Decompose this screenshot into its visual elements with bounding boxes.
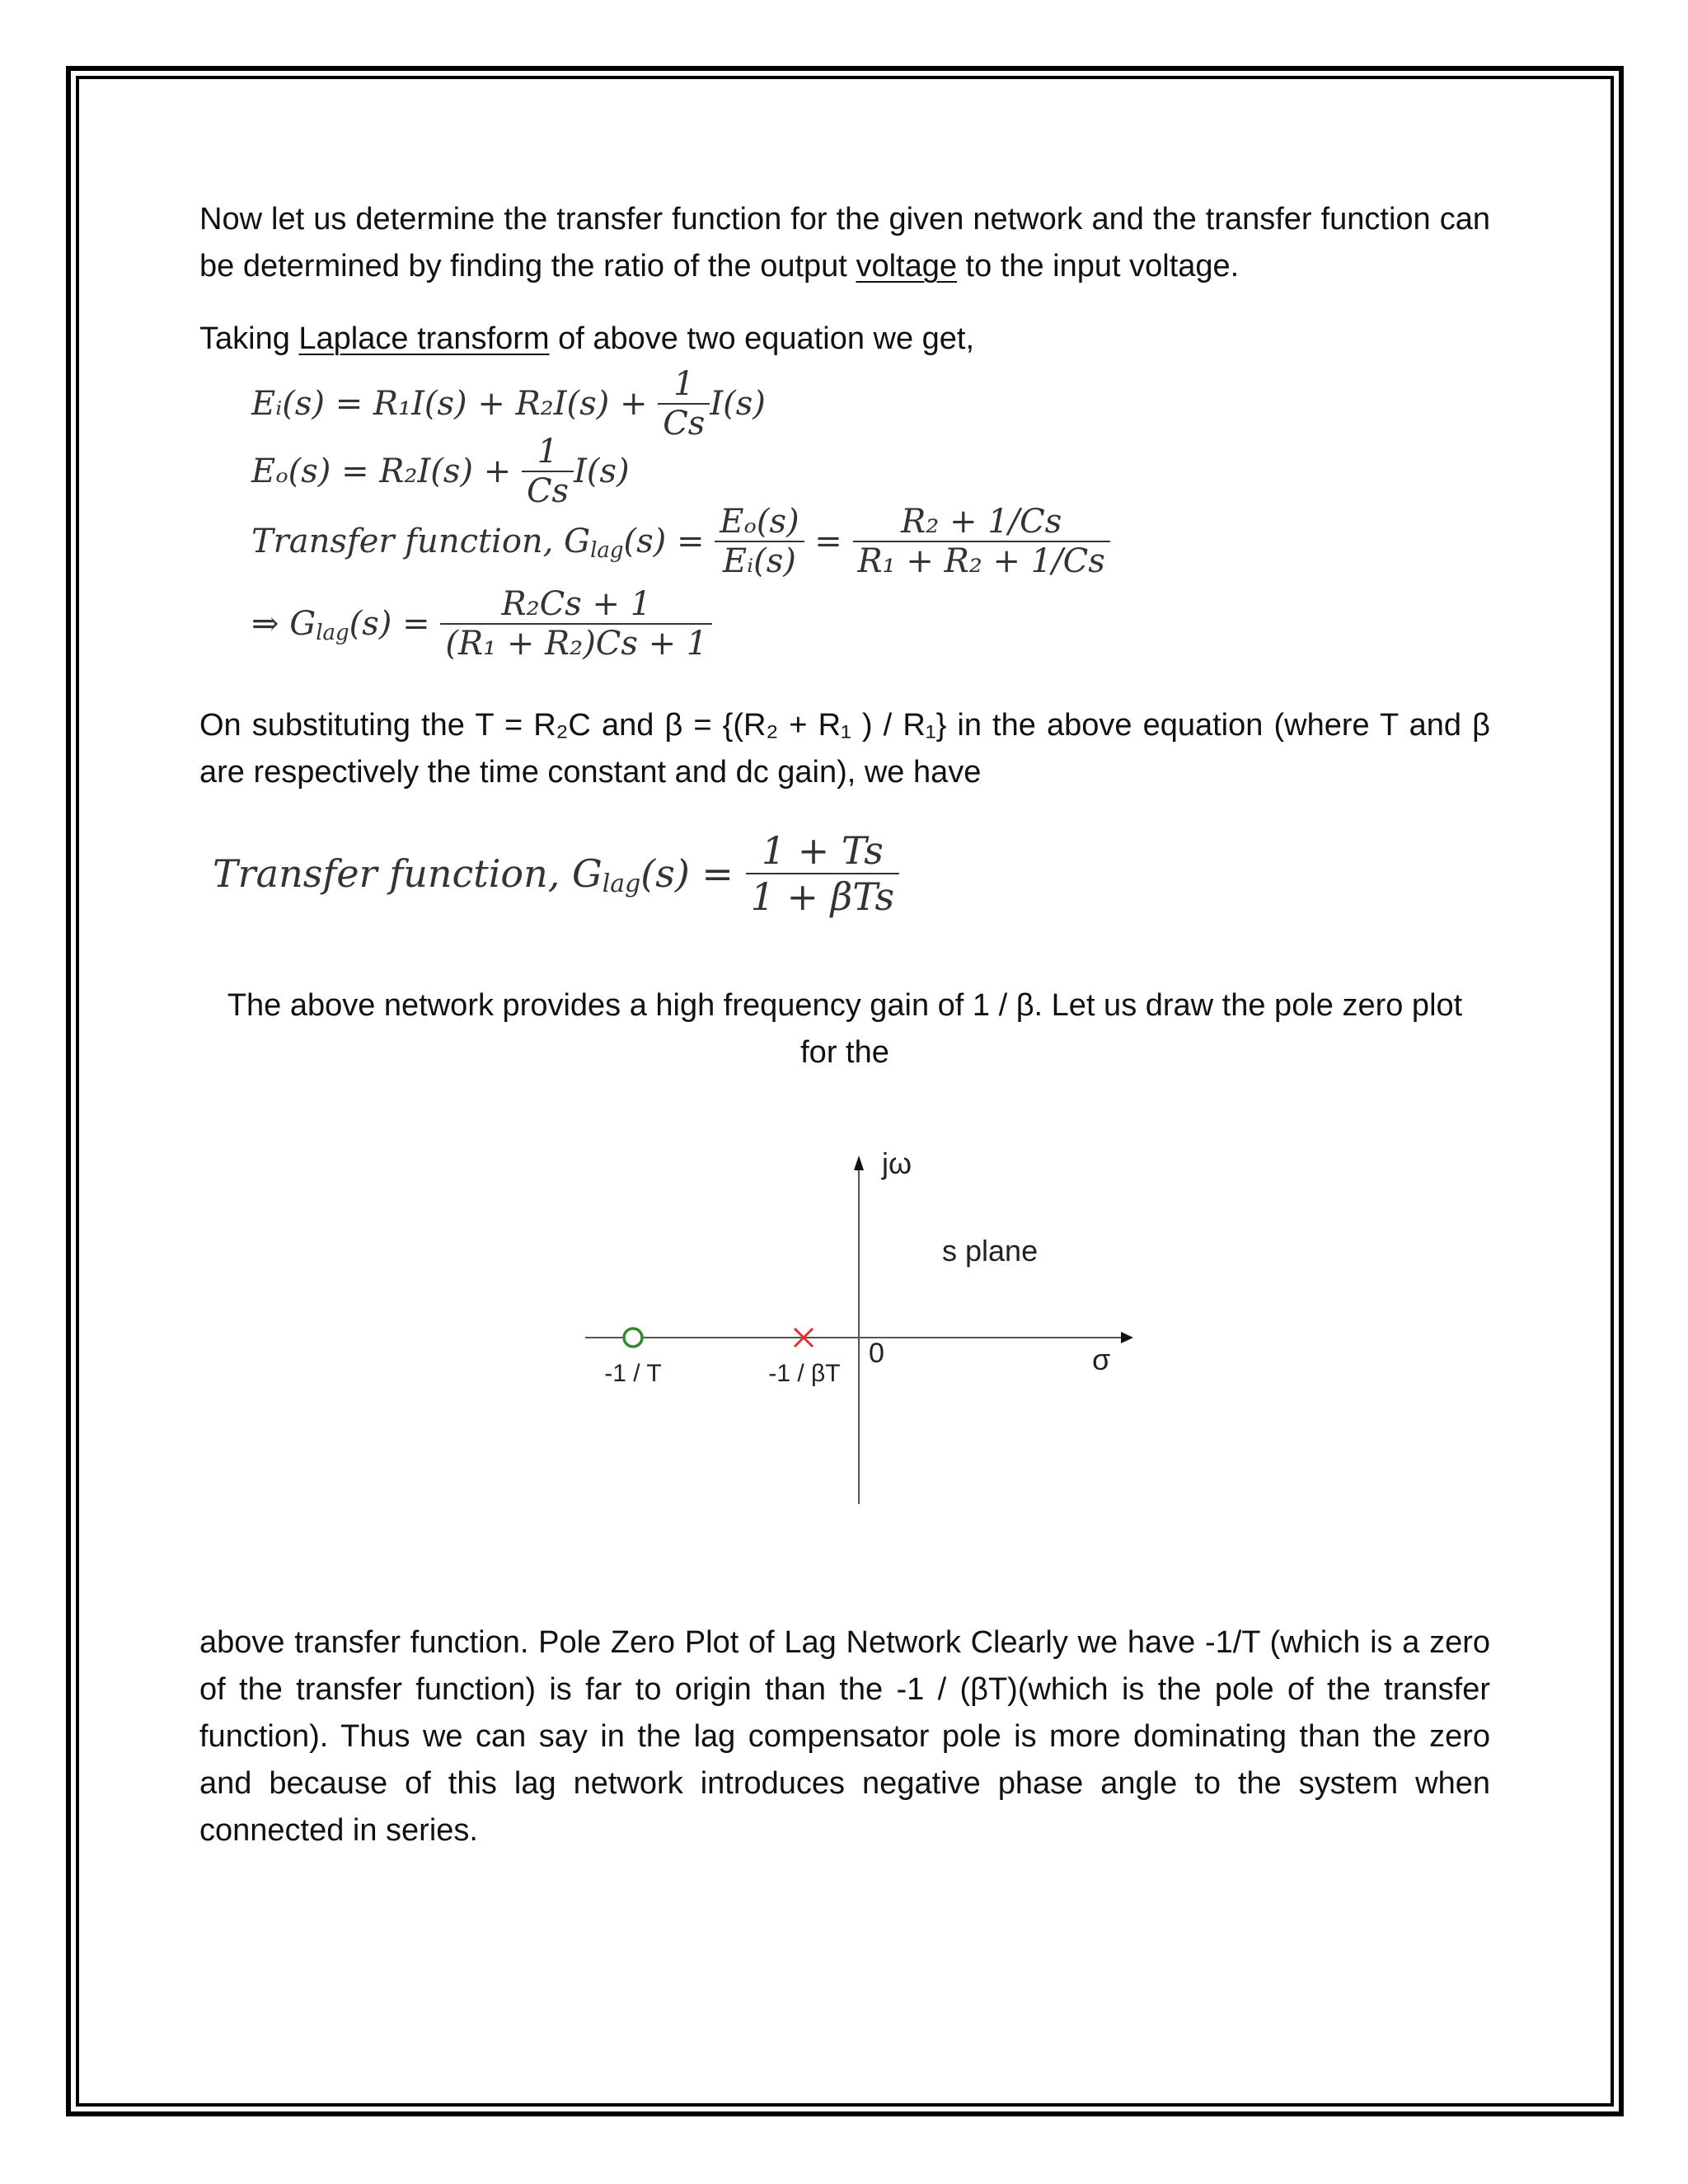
x-axis-label: σ bbox=[1092, 1343, 1111, 1376]
eq4-denominator: (R₁ + R₂)Cs + 1 bbox=[440, 623, 712, 663]
voltage-link[interactable]: voltage bbox=[856, 249, 957, 284]
paragraph-intro-text: Now let us determine the transfer function for the given network and the transfer function can be determined by finding the ratio of the output bbox=[199, 202, 1490, 284]
eq3-label: Transfer function, G bbox=[251, 523, 591, 560]
paragraph-conclusion: above transfer function. Pole Zero Plot of Lag Network Clearly we have -1/T (which is a zero of the transfer function) is far to origin than the -1 / (βT)(which is the pole of the transfer function). Thus we can say in the lag compensator pole is more dominating than the zero and because of this lag network introduces negative phase angle to the system when connected in series. bbox=[199, 1625, 1490, 1848]
laplace-transform-link[interactable]: Laplace transform bbox=[298, 321, 550, 356]
pole-zero-plot bbox=[577, 1146, 1154, 1508]
pole-label: -1 / βT bbox=[768, 1360, 841, 1387]
eq5-numerator: 1 + Ts bbox=[761, 828, 884, 873]
y-axis-label: jω bbox=[882, 1146, 912, 1180]
eq1-numerator: 1 bbox=[673, 365, 695, 403]
equation-transfer-function-final bbox=[213, 828, 899, 919]
eq3-fraction1-numerator: Eₒ(s) bbox=[720, 503, 799, 541]
eq3-fraction2-numerator: R₂ + 1/Cs bbox=[901, 503, 1062, 541]
paragraph-laplace-text: Taking bbox=[199, 321, 299, 356]
eq3-equals: = bbox=[804, 523, 853, 560]
x-axis-arrow bbox=[1121, 1332, 1133, 1343]
origin-label: 0 bbox=[869, 1338, 884, 1369]
equation-glag bbox=[251, 585, 712, 663]
y-axis-arrow bbox=[854, 1155, 864, 1170]
eq3-arg: (s) = bbox=[623, 523, 715, 560]
eq4-lhs: ⇒ G bbox=[251, 605, 316, 643]
paragraph-gain: The above network provides a high frequency gain of 1 / β. Let us draw the pole zero plot for the bbox=[227, 988, 1463, 1070]
eq3-subscript: lag bbox=[590, 538, 624, 563]
equation-transfer-ratio bbox=[251, 503, 1110, 580]
eq2-denominator: Cs bbox=[522, 471, 574, 510]
eq3-fraction2-denominator: R₁ + R₂ + 1/Cs bbox=[853, 541, 1110, 580]
paragraph-substitution: On substituting the T = R₂C and β = {(R₂ + R₁ ) / R₁} in the above equation (where T and β are respectively the time constant and dc gain), we have bbox=[199, 708, 1490, 790]
s-plane-label: s plane bbox=[942, 1234, 1039, 1268]
paragraph-laplace bbox=[199, 316, 1490, 363]
paragraph-intro-text-end: to the input voltage. bbox=[956, 249, 1240, 284]
eq1-lhs: Eᵢ(s) = R₁I(s) + R₂I(s) + bbox=[251, 385, 659, 423]
eq3-fraction1-denominator: Eᵢ(s) bbox=[715, 541, 804, 580]
eq1-tail: I(s) bbox=[710, 385, 766, 423]
eq2-lhs: Eₒ(s) = R₂I(s) + bbox=[251, 452, 522, 490]
eq4-numerator: R₂Cs + 1 bbox=[501, 585, 652, 623]
eq2-tail: I(s) bbox=[574, 452, 630, 490]
zero-marker bbox=[624, 1329, 642, 1347]
eq4-subscript: lag bbox=[316, 621, 349, 645]
equation-input-voltage bbox=[251, 365, 766, 443]
eq1-denominator: Cs bbox=[658, 403, 710, 443]
zero-label: -1 / T bbox=[604, 1360, 662, 1387]
equation-output-voltage bbox=[251, 433, 630, 510]
eq5-arg: (s) = bbox=[640, 851, 746, 896]
paragraph-laplace-text-end: of above two equation we get, bbox=[549, 321, 975, 356]
eq2-numerator: 1 bbox=[537, 433, 559, 471]
paragraph-intro bbox=[199, 196, 1490, 290]
eq5-denominator: 1 + βTs bbox=[746, 873, 900, 919]
eq5-subscript: lag bbox=[602, 869, 641, 899]
eq4-arg: (s) = bbox=[349, 605, 441, 643]
eq5-label: Transfer function, G bbox=[213, 851, 603, 896]
